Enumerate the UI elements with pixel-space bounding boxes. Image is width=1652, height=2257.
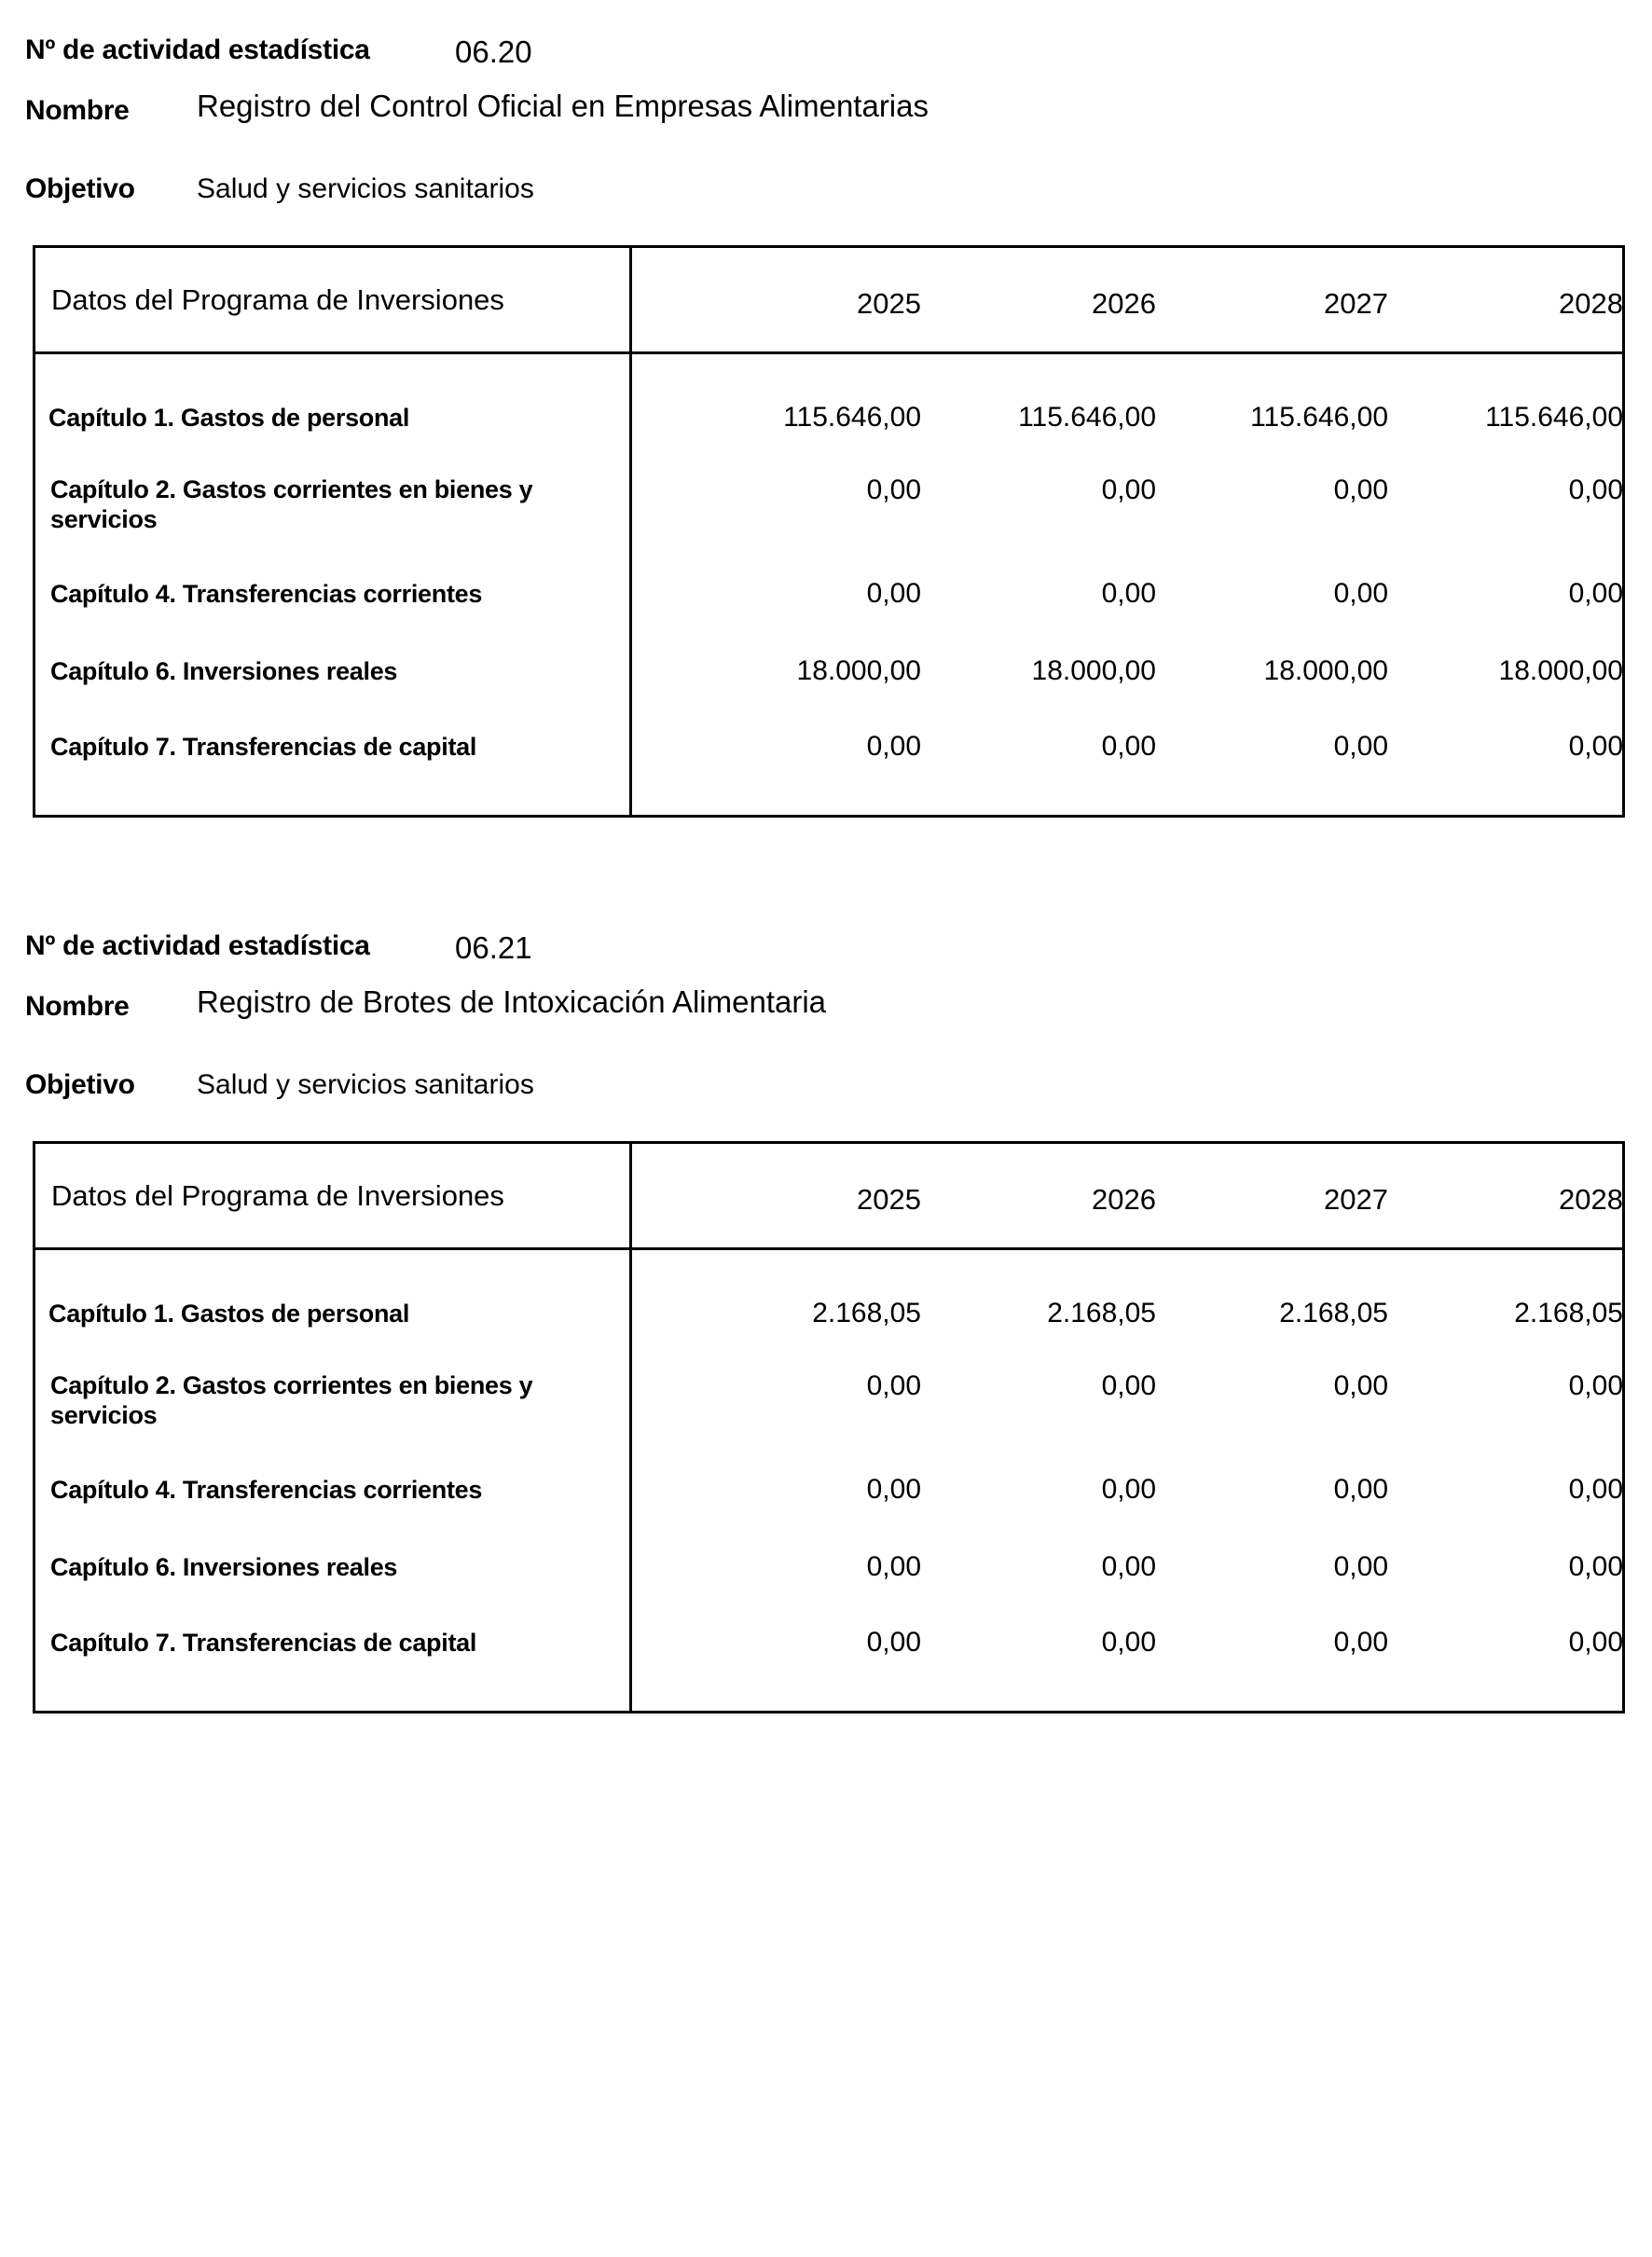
row-value: 2.168,05 xyxy=(1279,1298,1388,1328)
row-value: 0,00 xyxy=(866,1474,921,1505)
activity-number-value: 06.20 xyxy=(455,34,532,69)
row-value: 0,00 xyxy=(1101,475,1156,505)
row-value: 0,00 xyxy=(1568,1627,1623,1658)
row-label-capitulo-7: Capítulo 7. Transferencias de capital xyxy=(50,733,477,761)
row-label-capitulo-2: Capítulo 2. Gastos corrientes en bienes y servicios xyxy=(50,1371,533,1429)
row-value: 0,00 xyxy=(1101,1370,1156,1401)
row-value: 0,00 xyxy=(866,578,921,609)
row-value: 0,00 xyxy=(1333,1551,1388,1582)
year-header-2026: 2026 xyxy=(1092,1183,1156,1216)
year-header-2027: 2027 xyxy=(1324,287,1388,320)
objective-label: Objetivo xyxy=(25,173,135,204)
table-header-label: Datos del Programa de Inversiones xyxy=(51,1179,504,1212)
row-value: 0,00 xyxy=(1568,1474,1623,1505)
activity-number-label: Nº de actividad estadística xyxy=(25,930,370,961)
row-value: 0,00 xyxy=(866,1627,921,1658)
objective-value: Salud y servicios sanitarios xyxy=(197,1069,534,1100)
row-value: 0,00 xyxy=(1568,1551,1623,1582)
table-header-divider xyxy=(35,1247,1622,1250)
row-value: 0,00 xyxy=(1333,475,1388,505)
name-value: Registro de Brotes de Intoxicación Alimentaria xyxy=(197,984,827,1019)
row-value: 0,00 xyxy=(866,1551,921,1582)
row-value: 0,00 xyxy=(1101,1627,1156,1658)
row-value: 0,00 xyxy=(1333,731,1388,762)
row-value: 0,00 xyxy=(1333,1627,1388,1658)
row-label-capitulo-2: Capítulo 2. Gastos corrientes en bienes y servicios xyxy=(50,475,533,533)
row-value: 0,00 xyxy=(1568,731,1623,762)
table-header-label: Datos del Programa de Inversiones xyxy=(51,283,504,316)
table-column-divider xyxy=(629,248,632,815)
row-label-capitulo-6: Capítulo 6. Inversiones reales xyxy=(50,1553,398,1581)
row-value: 0,00 xyxy=(1568,578,1623,609)
year-header-2027: 2027 xyxy=(1324,1183,1388,1216)
row-value: 115.646,00 xyxy=(1485,402,1623,433)
row-value: 0,00 xyxy=(1333,1474,1388,1505)
year-header-2028: 2028 xyxy=(1559,1183,1623,1216)
year-header-2025: 2025 xyxy=(857,287,921,320)
year-header-2026: 2026 xyxy=(1092,287,1156,320)
activity-number-value: 06.21 xyxy=(455,930,532,965)
row-value: 18.000,00 xyxy=(1498,655,1623,686)
investment-table xyxy=(33,245,1625,818)
row-value: 0,00 xyxy=(866,475,921,505)
table-column-divider xyxy=(629,1144,632,1711)
activity-section-1 xyxy=(0,0,1652,839)
row-value: 0,00 xyxy=(1568,475,1623,505)
row-value: 2.168,05 xyxy=(1514,1298,1623,1328)
row-label-capitulo-1: Capítulo 1. Gastos de personal xyxy=(48,1300,410,1328)
row-value: 18.000,00 xyxy=(1031,655,1156,686)
row-value: 115.646,00 xyxy=(1250,402,1388,433)
objective-label: Objetivo xyxy=(25,1069,135,1100)
row-label-capitulo-4: Capítulo 4. Transferencias corrientes xyxy=(50,580,483,608)
year-header-2025: 2025 xyxy=(857,1183,921,1216)
row-value: 2.168,05 xyxy=(1047,1298,1156,1328)
row-label-capitulo-7: Capítulo 7. Transferencias de capital xyxy=(50,1629,477,1657)
activity-section-2 xyxy=(0,896,1652,1735)
row-label-capitulo-6: Capítulo 6. Inversiones reales xyxy=(50,657,398,685)
row-value: 115.646,00 xyxy=(783,402,921,433)
name-value: Registro del Control Oficial en Empresas Alimentarias xyxy=(197,89,929,123)
name-label: Nombre xyxy=(25,991,130,1022)
investment-table xyxy=(33,1141,1625,1713)
objective-value: Salud y servicios sanitarios xyxy=(197,173,534,204)
row-value: 0,00 xyxy=(1101,1551,1156,1582)
row-value: 0,00 xyxy=(1101,731,1156,762)
name-label: Nombre xyxy=(25,95,130,126)
row-value: 0,00 xyxy=(1333,578,1388,609)
row-value: 0,00 xyxy=(866,1370,921,1401)
activity-number-label: Nº de actividad estadística xyxy=(25,34,370,65)
row-value: 0,00 xyxy=(1101,578,1156,609)
row-value: 18.000,00 xyxy=(796,655,921,686)
row-value: 18.000,00 xyxy=(1263,655,1388,686)
row-value: 0,00 xyxy=(1333,1370,1388,1401)
year-header-2028: 2028 xyxy=(1559,287,1623,320)
row-label-capitulo-4: Capítulo 4. Transferencias corrientes xyxy=(50,1476,483,1504)
row-value: 0,00 xyxy=(866,731,921,762)
row-value: 0,00 xyxy=(1101,1474,1156,1505)
row-value: 115.646,00 xyxy=(1018,402,1156,433)
table-header-divider xyxy=(35,351,1622,354)
row-value: 0,00 xyxy=(1568,1370,1623,1401)
row-value: 2.168,05 xyxy=(812,1298,921,1328)
row-label-capitulo-1: Capítulo 1. Gastos de personal xyxy=(48,404,410,432)
